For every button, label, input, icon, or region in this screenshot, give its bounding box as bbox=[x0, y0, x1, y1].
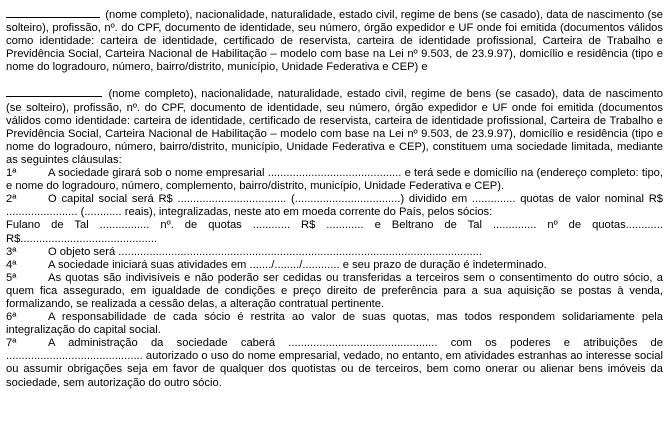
clause-number: 5ª bbox=[6, 271, 17, 284]
partner-1-qualification bbox=[6, 8, 663, 74]
partner-2-qualification bbox=[6, 87, 663, 167]
clause-2-partners bbox=[6, 219, 663, 245]
name-blank-line-1 bbox=[6, 8, 100, 18]
clause-2 bbox=[6, 193, 663, 219]
clause-text: A administração da sociedade caberá ................................................ com os poderes e atribuições de ............................................ autorizado o uso do nome empresarial, vedado, no entanto, em atividades estranhas ao interesse social ou assumir obrigações seja em favor de qualquer dos quotistas ou de terceiros, bem como onerar ou alienar bens imóveis da sociedade, sem autorização do outro sócio. bbox=[6, 337, 663, 389]
clause-number: 3ª bbox=[6, 245, 17, 258]
clause-text: A sociedade girará sob o nome empresarial ........................................... e terá sede e domicílio na (endereço completo: tipo, e nome do logradouro, número, complemento, bairro/distrito, município, Unidade Federativa e CEP). bbox=[6, 167, 663, 193]
clause-text: As quotas são indivisíveis e não poderão ser cedidas ou transferidas a terceiros sem o consentimento do outro sócio, a quem fica assegurado, em igualdade de condições e preço direito de preferência para a sua aquisição se postas à venda, formalizando, se realizada a cessão delas, a alteração contratual pertinente. bbox=[6, 271, 663, 310]
clause-number: 1ª bbox=[6, 167, 17, 180]
partner-1-text: (nome completo), nacionalidade, naturalidade, estado civil, regime de bens (se casado), data de nascimento (se solteiro), profissão, nº. do CPF, documento de identidade, seu número, órgão expedidor e UF onde foi emitida (documentos válidos como identidade: carteira de identidade, certificado de reservista, carteira de identidade profissional, Carteira de Trabalho e Previdência Social, Carteira Nacional de Habilitação – modelo com base na Lei nº 9.503, de 23.9.97), domicílio e residência (tipo e nome do logradouro, número, bairro/distrito, município, Unidade Federativa e CEP) e bbox=[6, 9, 664, 74]
clause-number: 4ª bbox=[6, 258, 17, 271]
clause-text: A responsabilidade de cada sócio é restrita ao valor de suas quotas, mas todos respondem solidariamente pela integralização do capital social. bbox=[6, 311, 663, 337]
clause-number: 2ª bbox=[6, 193, 17, 206]
clause-7 bbox=[6, 337, 663, 389]
clause-5 bbox=[6, 272, 663, 311]
clause-1 bbox=[6, 167, 663, 193]
clause-text: Fulano de Tal ................ nº. de quotas ............ R$ ............ e Beltrano de Tal .............. nº de quotas............ R$............................................ bbox=[6, 219, 663, 245]
clause-6 bbox=[6, 311, 663, 337]
clause-text: O objeto será ..................................................................................................................... bbox=[48, 245, 482, 258]
partner-2-text: (nome completo), nacionalidade, naturalidade, estado civil, regime de bens (se casado), data de nascimento (se solteiro), profissão, nº. do CPF, documento de identidade, seu número, órgão expedidor e UF onde foi emitida (documentos válidos como identidade: carteira de identidade, certificado de reservista, carteira de identidade profissional, Carteira de Trabalho e Previdência Social, Carteira Nacional de Habilitação – modelo com base na Lei nº 9.503, de 23.9.97), domicílio e residência (tipo e nome do logradouro, número, bairro/distrito, município, Unidade Federativa e CEP), constituem uma sociedade limitada, mediante as seguintes cláusulas: bbox=[6, 88, 663, 166]
clause-number: 6ª bbox=[6, 311, 17, 324]
clause-4 bbox=[6, 259, 663, 272]
clause-text: O capital social será R$ ................................... (..................................) dividido em .............. quotas de valor nominal R$ ....................... (............ reais), integralizadas, neste ato em moeda corrente do País, pelos sócios: bbox=[6, 193, 663, 219]
name-blank-line-2 bbox=[6, 87, 102, 97]
clause-text: A sociedade iniciará suas atividades em ......./......../............ e seu prazo de duração é indeterminado. bbox=[48, 258, 547, 271]
clause-3 bbox=[6, 246, 663, 259]
clause-number: 7ª bbox=[6, 337, 17, 350]
